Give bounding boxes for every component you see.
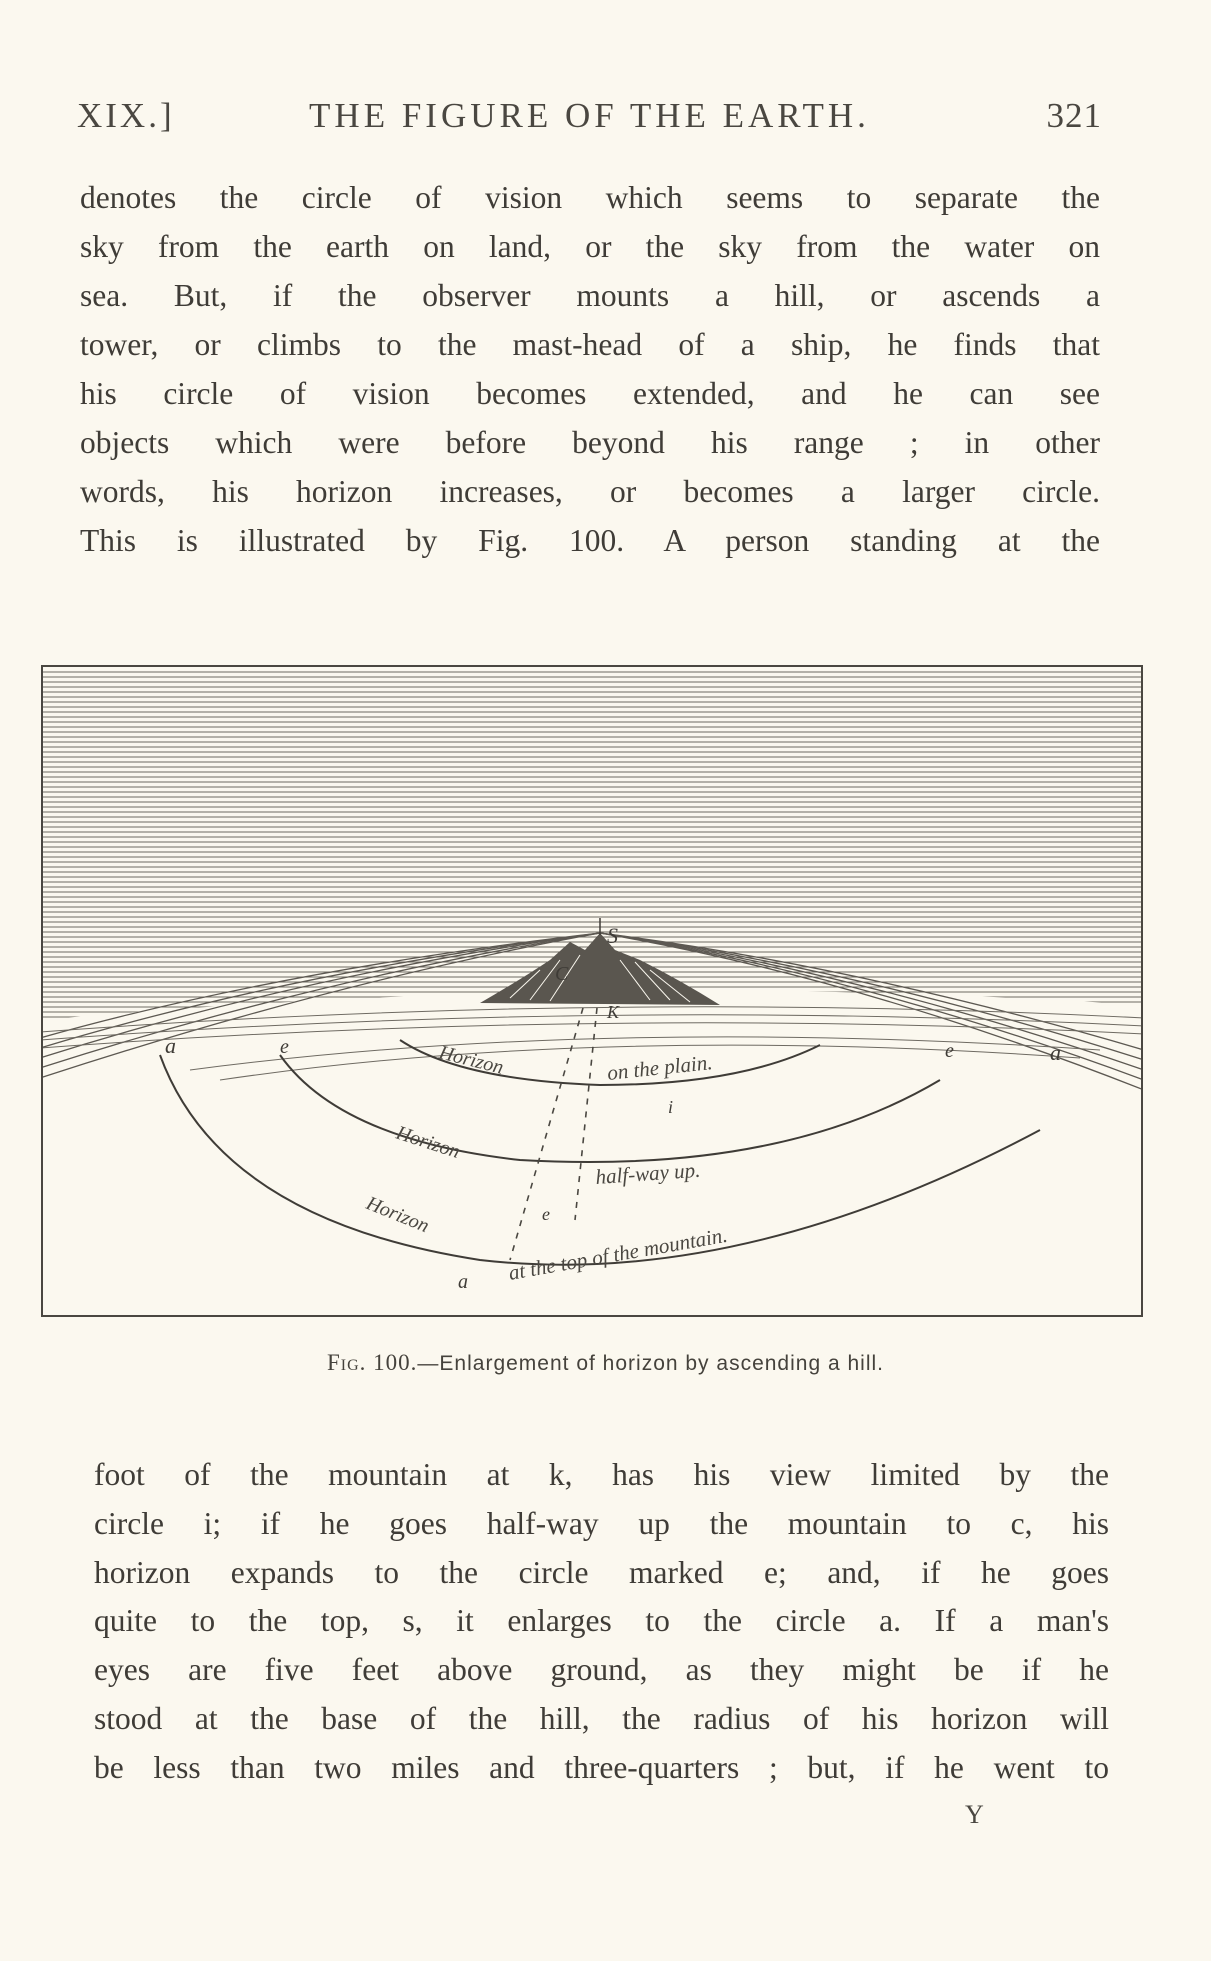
horizon-top-phrase: at the top of the mountain.	[506, 1222, 730, 1285]
text-line: eyes are five feet above ground, as they might be if he	[94, 1652, 1109, 1688]
text-line: sea. But, if the observer mounts a hill, or ascends a	[80, 278, 1100, 313]
paragraph-bottom	[94, 1450, 1109, 1792]
running-title: THE FIGURE OF THE EARTH.	[309, 96, 870, 135]
paragraph-top	[80, 173, 1100, 565]
text-line: foot of the mountain at k, has his view limited by the	[94, 1457, 1109, 1492]
label-s: S	[607, 923, 618, 948]
signature-mark: Y	[965, 1800, 984, 1829]
label-e-right: e	[945, 1040, 954, 1062]
text-line: circle i; if he goes half-way up the mountain to c, his	[94, 1505, 1109, 1541]
text-line: denotes the circle of vision which seems to separate the	[80, 180, 1100, 215]
horizon-engraving	[40, 660, 1144, 1318]
figure-caption	[0, 1350, 1211, 1376]
text-line: horizon expands to the circle marked e; and, if he goes	[94, 1554, 1109, 1590]
page-number: 321	[1046, 96, 1102, 135]
text-line: objects which were before beyond his range ; in other	[80, 425, 1100, 460]
figure-caption-text: —Enlargement of horizon by ascending a hill.	[417, 1352, 884, 1375]
label-k: K	[607, 1002, 620, 1022]
figure-horizon-illustration	[40, 660, 1144, 1318]
text-line: his circle of vision becomes extended, and he can see	[80, 376, 1100, 411]
label-e-mid: e	[542, 1204, 550, 1224]
chapter-number: XIX.]	[77, 96, 175, 135]
label-c: C	[555, 963, 569, 985]
figure-label: Fig. 100.	[326, 1350, 418, 1375]
text-line: be less than two miles and three-quarters ; but, if he went to	[94, 1749, 1109, 1785]
horizon-plain-phrase: on the plain.	[606, 1050, 714, 1085]
label-i: i	[668, 1097, 674, 1117]
text-line: sky from the earth on land, or the sky from the water on	[80, 229, 1100, 264]
text-line: quite to the top, s, it enlarges to the circle a. If a man's	[94, 1603, 1109, 1639]
horizon-top-word: Horizon	[363, 1192, 433, 1238]
label-a-bottom: a	[458, 1271, 468, 1293]
text-line: tower, or climbs to the mast-head of a ship, he finds that	[80, 327, 1100, 362]
horizon-half-phrase: half-way up.	[594, 1157, 702, 1189]
text-line: stood at the base of the hill, the radius of his horizon will	[94, 1700, 1109, 1736]
label-a-right: a	[1050, 1040, 1061, 1065]
horizon-half-word: Horizon	[393, 1121, 463, 1164]
text-line: This is illustrated by Fig. 100. A person standing at the	[80, 523, 1100, 558]
horizon-plain-word: Horizon	[436, 1041, 506, 1079]
running-head	[77, 96, 1102, 136]
label-a-left: a	[165, 1033, 176, 1058]
label-e-left: e	[280, 1036, 289, 1058]
text-line: words, his horizon increases, or becomes a larger circle.	[80, 474, 1100, 509]
